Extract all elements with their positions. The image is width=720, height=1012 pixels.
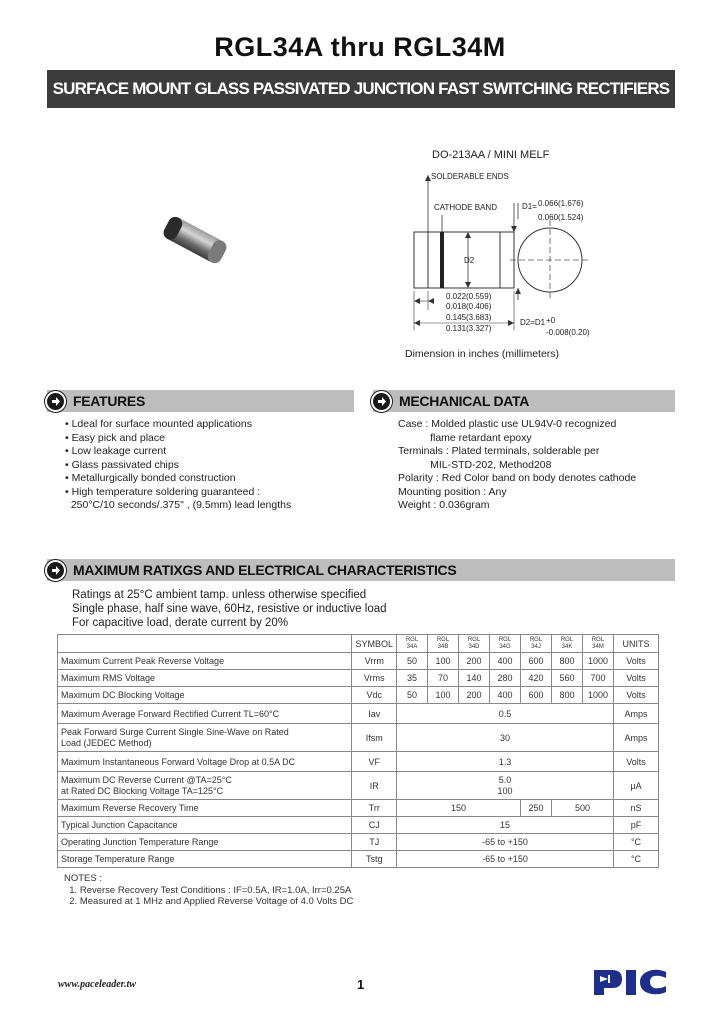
note-line: NOTES : (64, 873, 103, 884)
mechanical-heading-text: MECHANICAL DATA (399, 393, 530, 409)
intro-line: Single phase, half sine wave, 60Hz, resistive or inductive load (72, 603, 387, 615)
intro-line: Ratings at 25°C ambient tamp. unless otherwise specified (72, 589, 367, 601)
param-cell: Maximum DC Reverse Current @TA=25°C at Rated DC Blocking Voltage TA=125°C (58, 772, 352, 800)
param-cell: Maximum Current Peak Reverse Voltage (58, 653, 352, 670)
unit-cell: Amps (614, 704, 659, 724)
ratings-table (57, 634, 659, 868)
value-cell: 200 (459, 687, 490, 704)
value-cell: 600 (521, 687, 552, 704)
dimension-note: Dimension in inches (millimeters) (405, 348, 560, 360)
table-row (58, 687, 659, 704)
table-row (58, 817, 659, 834)
table-row (58, 772, 659, 800)
arrow-circle-icon (45, 560, 66, 581)
unit-cell: °C (614, 834, 659, 851)
param-cell: Maximum RMS Voltage (58, 670, 352, 687)
part-header: RGL 34B (428, 635, 459, 653)
symbol-cell: Tstg (352, 851, 397, 868)
band-width-min: 0.018(0.406) (446, 302, 492, 311)
table-header-row (58, 635, 659, 653)
mechanical-heading (373, 390, 675, 412)
company-logo (590, 964, 672, 998)
table-row (58, 704, 659, 724)
symbol-cell: TJ (352, 834, 397, 851)
features-heading-text: FEATURES (73, 393, 146, 409)
table-row (58, 670, 659, 687)
package-title: DO-213AA / MINI MELF (432, 149, 550, 161)
table-row (58, 800, 659, 817)
symbol-cell: Vrms (352, 670, 397, 687)
value-cell: 250 (521, 800, 552, 817)
part-header: RGL 34A (397, 635, 428, 653)
value-cell: 70 (428, 670, 459, 687)
table-row (58, 851, 659, 868)
param-cell: Operating Junction Temperature Range (58, 834, 352, 851)
mechanical-section (373, 390, 675, 412)
part-header: RGL 34G (490, 635, 521, 653)
band-width-max: 0.022(0.559) (446, 292, 492, 301)
param-cell: Typical Junction Capacitance (58, 817, 352, 834)
intro-line: For capacitive load, derate current by 20% (72, 617, 289, 629)
d2-equals-d1: D2=D1 (520, 318, 546, 327)
d2-label: D2 (464, 256, 475, 265)
value-cell: 800 (552, 653, 583, 670)
part-header: RGL 34M (583, 635, 614, 653)
param-header (58, 635, 352, 653)
unit-cell: Amps (614, 724, 659, 752)
page-number: 1 (357, 977, 365, 992)
features-section (47, 390, 354, 412)
symbol-cell: Ifsm (352, 724, 397, 752)
value-cell: 50 (397, 687, 428, 704)
unit-cell: Volts (614, 687, 659, 704)
value-cell: 35 (397, 670, 428, 687)
value-cell: 1.3 (397, 752, 614, 772)
table-row (58, 752, 659, 772)
param-cell: Peak Forward Surge Current Single Sine-Wave on Rated Load (JEDEC Method) (58, 724, 352, 752)
features-list (65, 418, 291, 513)
value-cell: 600 (521, 653, 552, 670)
param-cell: Maximum Average Forward Rectified Current TL=60°C (58, 704, 352, 724)
features-heading (47, 390, 354, 412)
part-header: RGL 34D (459, 635, 490, 653)
symbol-cell: Trr (352, 800, 397, 817)
document-title: RGL34A thru RGL34M (214, 32, 506, 62)
length-min: 0.131(3.327) (446, 324, 492, 333)
value-cell: 30 (397, 724, 614, 752)
d1-max: 0.066(1.676) (538, 199, 584, 208)
arrow-circle-icon (371, 391, 392, 412)
symbol-cell: Vrrm (352, 653, 397, 670)
list-item: • Metallurgically bonded construction (65, 472, 236, 484)
list-item: • Ldeal for surface mounted applications (65, 418, 252, 430)
component-photo (155, 210, 235, 270)
ratings-intro (72, 588, 387, 630)
list-item: • Low leakage current (65, 445, 167, 457)
cathode-band-label: CATHODE BAND (434, 203, 497, 212)
value-cell: -65 to +150 (397, 851, 614, 868)
notes (64, 873, 353, 908)
table-row (58, 653, 659, 670)
unit-cell: °C (614, 851, 659, 868)
table-row (58, 834, 659, 851)
value-cell: 800 (552, 687, 583, 704)
ratings-heading (47, 559, 675, 581)
symbol-cell: VF (352, 752, 397, 772)
unit-cell: Volts (614, 653, 659, 670)
list-item: Terminals : Plated terminals, solderable per (398, 445, 600, 457)
tolerance-plus: +0 (546, 316, 556, 325)
param-cell: Storage Temperature Range (58, 851, 352, 868)
list-item: • Easy pick and place (65, 431, 165, 444)
note-line: 2. Measured at 1 MHz and Applied Reverse Voltage of 4.0 Volts DC (64, 896, 354, 907)
unit-cell: μA (614, 772, 659, 800)
param-cell: Maximum Reverse Recovery Time (58, 800, 352, 817)
value-cell: 500 (552, 800, 614, 817)
symbol-cell: Vdc (352, 687, 397, 704)
value-cell: 100 (428, 653, 459, 670)
value-cell: 5.0 100 (397, 772, 614, 800)
value-cell: 400 (490, 687, 521, 704)
value-cell: 15 (397, 817, 614, 834)
tolerance-minus: -0.008(0.20) (546, 328, 590, 337)
d1-label: D1= (522, 202, 537, 211)
part-header: RGL 34K (552, 635, 583, 653)
arrow-circle-icon (45, 391, 66, 412)
unit-cell: Volts (614, 752, 659, 772)
param-cell: Maximum Instantaneous Forward Voltage Drop at 0.5A DC (58, 752, 352, 772)
param-cell: Maximum DC Blocking Voltage (58, 687, 352, 704)
value-cell: 700 (583, 670, 614, 687)
subtitle-banner: SURFACE MOUNT GLASS PASSIVATED JUNCTION FAST SWITCHING RECTIFIERS (47, 70, 675, 108)
d1-min: 0.060(1.524) (538, 213, 584, 222)
list-item: • Glass passivated chips (65, 458, 179, 471)
list-item: • High temperature soldering guaranteed : (65, 485, 261, 498)
symbol-cell: IR (352, 772, 397, 800)
ratings-heading-text: MAXIMUM RATIXGS AND ELECTRICAL CHARACTERISTICS (73, 562, 457, 578)
value-cell: 100 (428, 687, 459, 704)
value-cell: 50 (397, 653, 428, 670)
solderable-ends-label: SOLDERABLE ENDS (431, 172, 509, 181)
note-line: 1. Reverse Recovery Test Conditions : IF=0.5A, IR=1.0A, Irr=0.25A (64, 884, 352, 896)
list-item: Mounting position : Any (398, 485, 507, 498)
list-item: Polarity : Red Color band on body denotes cathode (398, 472, 637, 484)
value-cell: 420 (521, 670, 552, 687)
value-cell: 400 (490, 653, 521, 670)
value-cell: 1000 (583, 687, 614, 704)
value-cell: 1000 (583, 653, 614, 670)
symbol-cell: CJ (352, 817, 397, 834)
value-cell: 560 (552, 670, 583, 687)
symbol-cell: Iav (352, 704, 397, 724)
value-cell: 140 (459, 670, 490, 687)
part-header: RGL 34J (521, 635, 552, 653)
list-item: Weight : 0.036gram (398, 499, 490, 511)
value-cell: -65 to +150 (397, 834, 614, 851)
list-item: Case : Molded plastic use UL94V-0 recognized (398, 418, 617, 430)
value-cell: 0.5 (397, 704, 614, 724)
footer-url: www.paceleader.tw (58, 979, 136, 990)
table-row (58, 724, 659, 752)
list-item: flame retardant epoxy (398, 431, 532, 444)
symbol-header: SYMBOL (352, 635, 397, 653)
unit-cell: Volts (614, 670, 659, 687)
unit-cell: pF (614, 817, 659, 834)
value-cell: 280 (490, 670, 521, 687)
logo-icon (590, 964, 672, 998)
list-item: MIL-STD-202, Method208 (398, 458, 552, 471)
value-cell: 200 (459, 653, 490, 670)
mechanical-list (398, 418, 636, 513)
value-cell: 150 (397, 800, 521, 817)
ratings-section (47, 559, 675, 581)
length-max: 0.145(3.683) (446, 313, 492, 322)
unit-cell: nS (614, 800, 659, 817)
units-header: UNITS (614, 635, 659, 653)
list-item: 250°C/10 seconds/.375" , (9.5mm) lead lengths (65, 499, 292, 511)
